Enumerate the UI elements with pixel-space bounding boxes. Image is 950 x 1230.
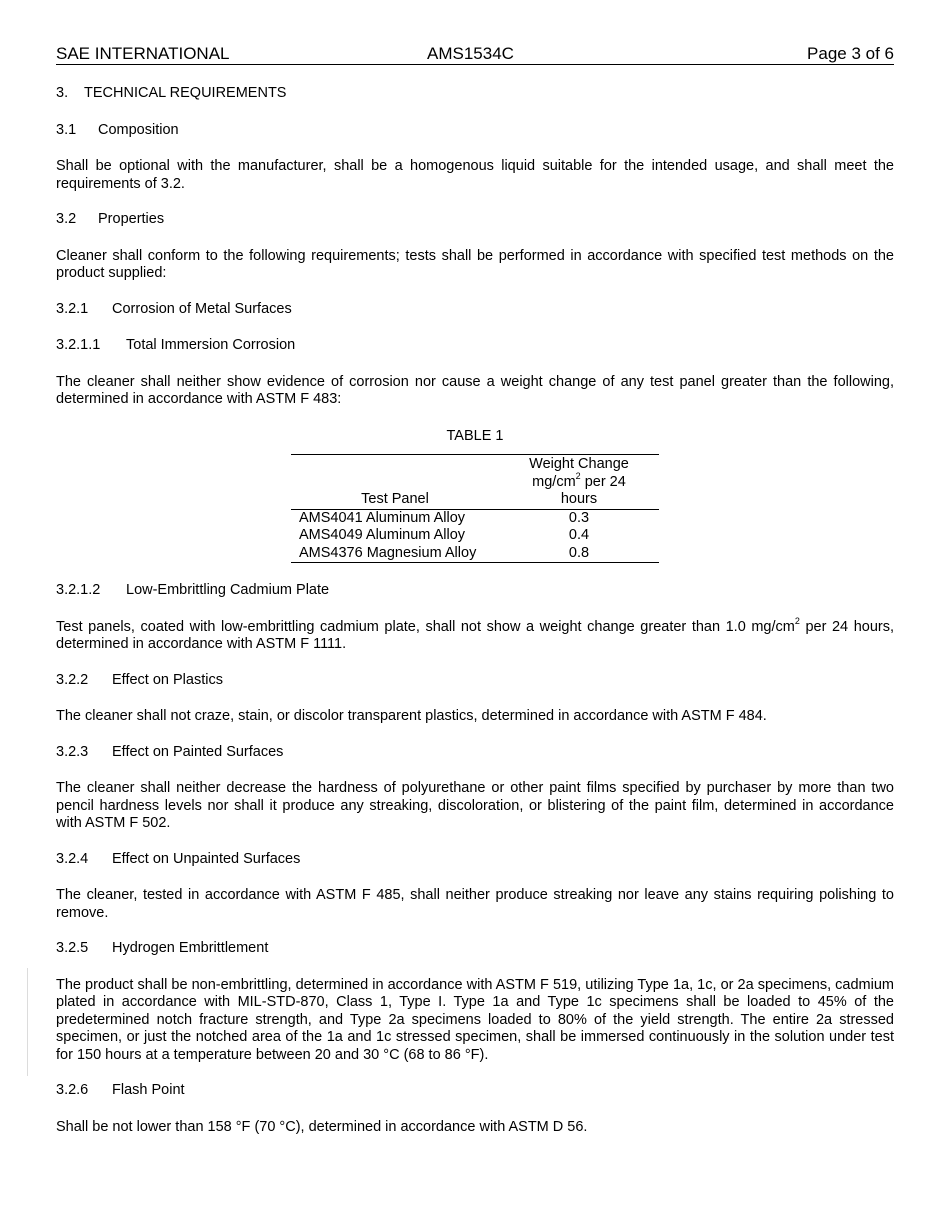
section-number: 3.2.1 <box>56 300 89 317</box>
header-page-number: Page 3 of 6 <box>807 44 894 63</box>
section-3-2-1-1-heading <box>56 337 894 355</box>
section-title: Low-Embrittling Cadmium Plate <box>126 582 330 598</box>
section-3-2-1-2-heading <box>56 582 894 600</box>
section-title: Effect on Unpainted Surfaces <box>112 850 301 867</box>
table-cell-value: 0.3 <box>568 509 590 526</box>
section-3-2-text: Cleaner shall conform to the following requirements; tests shall be performed in accordance with specified test methods on the product supplied: <box>56 247 894 281</box>
text-part: per 24 hours, determined in accordance with ASTM F 1111. <box>56 618 894 652</box>
section-3-2-6-heading <box>56 1082 894 1100</box>
section-title: Hydrogen Embrittlement <box>112 940 269 956</box>
unit-exponent: 2 <box>794 615 800 626</box>
section-3-2-heading <box>56 211 894 229</box>
table-1 <box>291 454 659 563</box>
section-number: 3.2.1.1 <box>56 337 101 353</box>
table-row <box>291 509 659 527</box>
section-number: 3. <box>56 85 69 101</box>
weight-change-unit-exponent: 2 <box>575 470 581 481</box>
section-number: 3.2.4 <box>56 850 89 867</box>
column-header-test-panel: Test Panel <box>291 455 499 510</box>
document-page <box>56 42 894 1136</box>
section-3-2-5-heading <box>56 940 894 958</box>
column-header-weight-change <box>499 455 659 510</box>
section-3-2-4-text: The cleaner, tested in accordance with ASTM F 485, shall neither produce streaking nor leave any stains requiring polishing to remove. <box>56 887 894 921</box>
section-3-2-1-2-text <box>56 615 894 654</box>
section-title: Total Immersion Corrosion <box>126 337 296 353</box>
section-3-2-1-heading <box>56 301 894 319</box>
section-title: Flash Point <box>112 1082 185 1098</box>
page-header <box>56 42 894 65</box>
weight-change-per: per 24 <box>580 473 626 490</box>
section-title: Composition <box>98 121 179 138</box>
section-number: 3.2.1.2 <box>56 582 101 598</box>
table-row <box>291 545 659 563</box>
change-bar <box>27 968 28 1076</box>
weight-change-hours: hours <box>560 491 598 507</box>
section-3-2-4-heading <box>56 851 894 869</box>
section-number: 3.2.5 <box>56 940 89 956</box>
table-cell-value: 0.8 <box>568 544 590 561</box>
text-part: Test panels, coated with low-embrittling cadmium plate, shall not show a weight change greater than 1.0 mg/cm <box>56 618 795 635</box>
table-row <box>291 527 659 545</box>
header-doc-number: AMS1534C <box>427 44 514 63</box>
section-3-2-5-text: The product shall be non-embrittling, determined in accordance with ASTM F 519, utilizing Type 1a, 1c, or 2a specimens, cadmium plated in accordance with MIL-STD-870, Class 1, Type I. Type 1a and Type 1c specimens shall be loaded to 45% of the predetermined notch fracture strength, and Type 2a specimens loaded to 80% of the yield strength. The entire 2a stressed specimen, or just the notched area of the 1a and 1c stressed specimen, shall be immersed continuously in the solution under test for 150 hours at a temperature between 20 and 30 °C (68 to 86 °F). <box>56 976 894 1063</box>
table-1-caption: TABLE 1 <box>446 427 504 444</box>
weight-change-unit: mg/cm <box>532 473 576 490</box>
section-3-2-1-1-text: The cleaner shall neither show evidence of corrosion nor cause a weight change of any test panel greater than the following, determined in accordance with ASTM F 483: <box>56 373 894 407</box>
table-header-row <box>291 455 659 510</box>
section-3-2-2-text: The cleaner shall not craze, stain, or discolor transparent plastics, determined in accordance with ASTM F 484. <box>56 708 767 724</box>
section-title: TECHNICAL REQUIREMENTS <box>84 85 287 101</box>
table-cell-value: 0.4 <box>568 527 590 543</box>
section-number: 3.2 <box>56 211 77 227</box>
section-3-2-6-text: Shall be not lower than 158 °F (70 °C), determined in accordance with ASTM D 56. <box>56 1118 588 1135</box>
header-org: SAE INTERNATIONAL <box>56 44 230 63</box>
table-cell-panel: AMS4049 Aluminum Alloy <box>299 527 466 543</box>
section-number: 3.2.6 <box>56 1082 89 1098</box>
section-3-2-2-heading <box>56 672 894 690</box>
section-3-1-text: Shall be optional with the manufacturer, shall be a homogenous liquid suitable for the intended usage, and shall meet the requirements of 3.2. <box>56 158 894 192</box>
section-3-2-3-text: The cleaner shall neither decrease the hardness of polyurethane or other paint films specified by purchaser by more than two pencil hardness levels nor shall it produce any streaking, discoloration, or blistering of the paint film, determined in accordance with ASTM F 502. <box>56 780 894 831</box>
section-title: Properties <box>98 211 165 227</box>
section-3-2-3-heading <box>56 744 894 762</box>
weight-change-label: Weight Change <box>529 456 629 472</box>
section-title: Corrosion of Metal Surfaces <box>112 300 292 317</box>
section-title: Effect on Painted Surfaces <box>112 743 284 760</box>
section-3-heading <box>56 85 894 103</box>
table-cell-panel: AMS4376 Magnesium Alloy <box>299 544 477 561</box>
section-3-1-heading <box>56 122 894 140</box>
section-title: Effect on Plastics <box>112 671 223 688</box>
section-number: 3.2.2 <box>56 671 89 688</box>
table-cell-panel: AMS4041 Aluminum Alloy <box>299 509 466 526</box>
section-number: 3.2.3 <box>56 743 89 760</box>
section-number: 3.1 <box>56 121 77 138</box>
